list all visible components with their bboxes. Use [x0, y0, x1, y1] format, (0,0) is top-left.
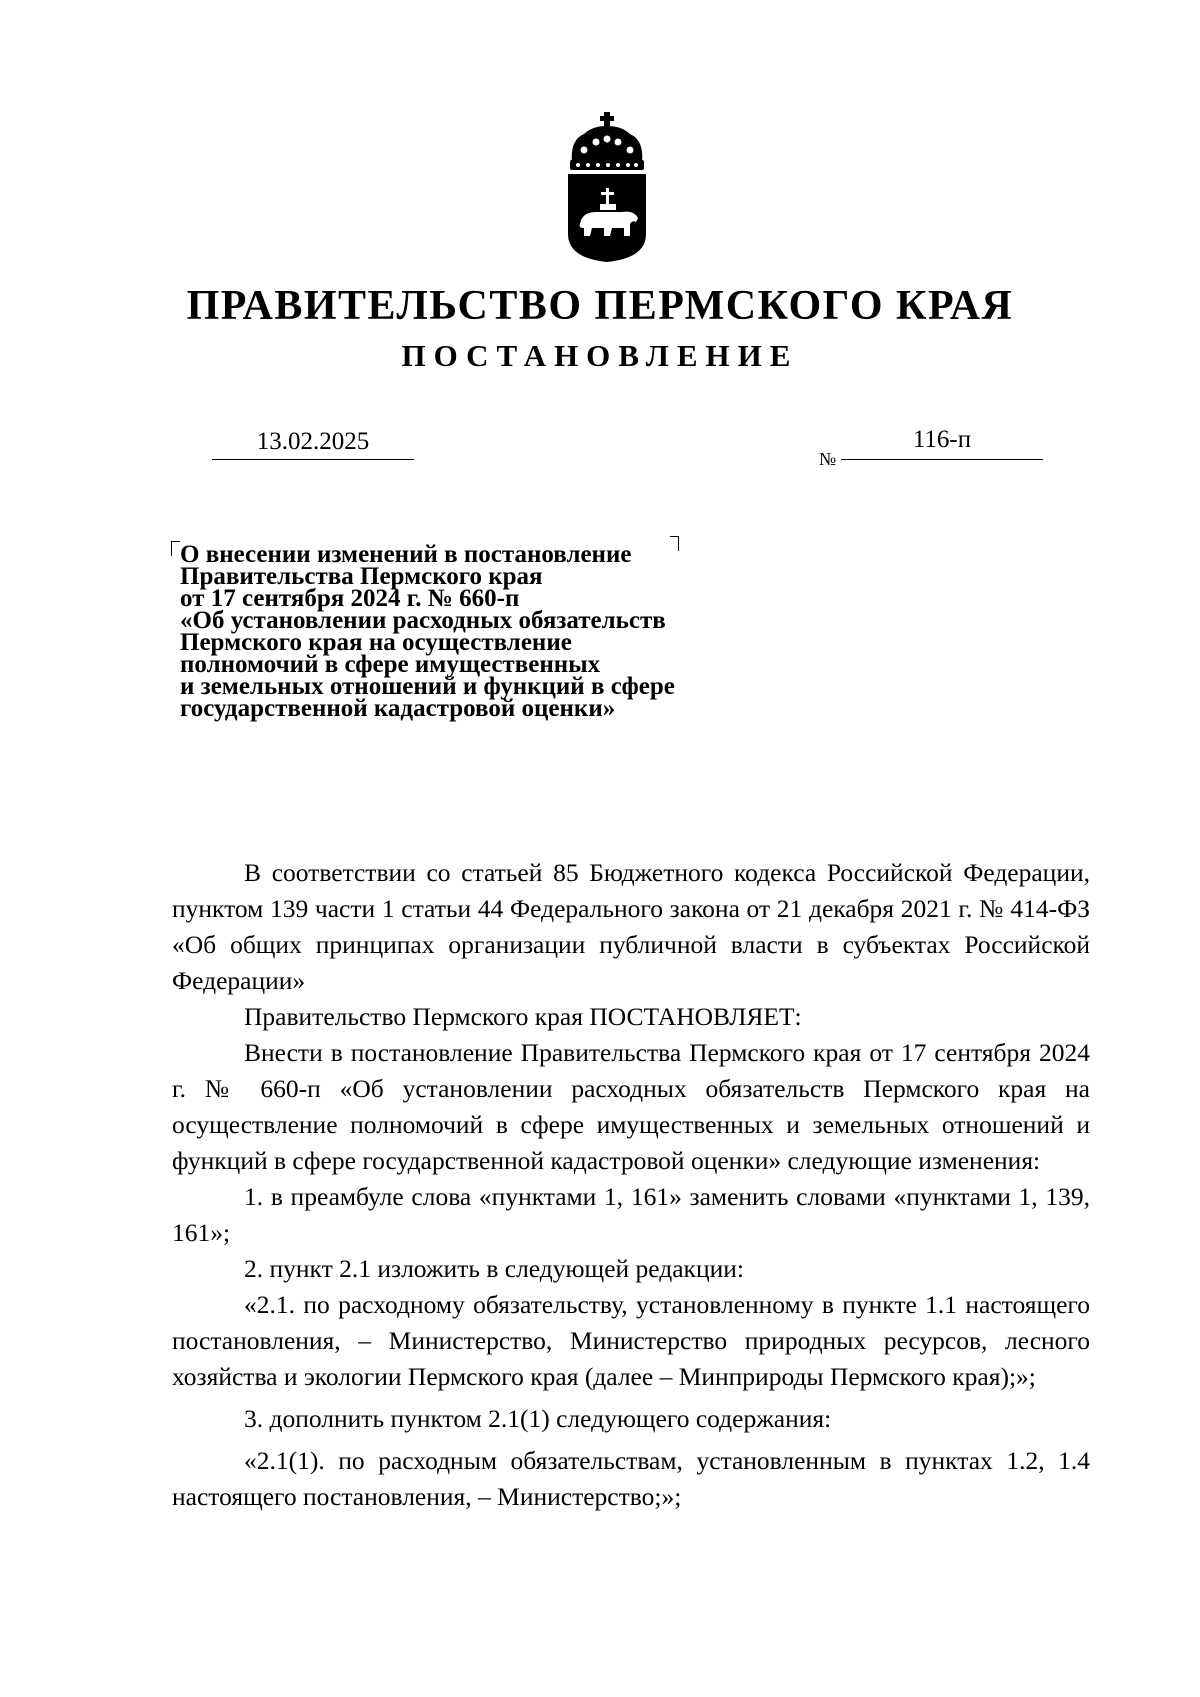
body-paragraph: «2.1. по расходному обязательству, установленному в пункте 1.1 настоящего постановления, – Министерство, Министерство природных ресурсов, лесного хозяйства и экологии Пермского края (далее – Минприроды Пермского края);»;: [172, 1290, 1090, 1391]
subject-line: полномочий в сфере имущественных: [180, 651, 601, 678]
subject-line: Правительства Пермского края: [180, 563, 543, 590]
document-body: [172, 855, 1090, 1515]
subject-bracket-left: [171, 541, 180, 556]
body-paragraph: 1. в преамбуле слова «пунктами 1, 161» заменить словами «пунктами 1, 139, 161»;: [172, 1182, 1090, 1247]
document-date: 13.02.2025: [212, 427, 414, 460]
body-paragraph: В соответствии со статьей 85 Бюджетного кодекса Российской Федерации, пунктом 139 части 1 статьи 44 Федерального закона от 21 декабря 2021 г. № 414-ФЗ «Об общих принципах организации публичной власти в субъектах Российской Федерации»: [172, 858, 1090, 995]
document-type: ПОСТАНОВЛЕНИЕ: [401, 338, 799, 373]
body-paragraph: «2.1(1). по расходным обязательствам, установленным в пунктах 1.2, 1.4 настоящего постановления, – Министерство;»;: [172, 1446, 1090, 1511]
body-paragraph: 2. пункт 2.1 изложить в следующей редакции:: [244, 1254, 744, 1283]
subject-line: «Об установлении расходных обязательств: [180, 607, 666, 634]
subject-line: от 17 сентября 2024 г. № 660-п: [180, 585, 520, 612]
number-sign: №: [819, 449, 837, 469]
coat-of-arms-icon: [562, 112, 652, 264]
body-paragraph: 3. дополнить пунктом 2.1(1) следующего содержания:: [244, 1404, 832, 1433]
document-number: 116-п: [841, 425, 1043, 460]
government-title: ПРАВИТЕЛЬСТВО ПЕРМСКОГО КРАЯ: [186, 283, 1014, 329]
subject-line: и земельных отношений и функций в сфере: [180, 673, 675, 700]
body-paragraph: Внести в постановление Правительства Пермского края от 17 сентября 2024 г. № 660-п «Об установлении расходных обязательств Пермского края на осуществление полномочий в сфере имущественных и земельных отношений и функций в сфере государственной кадастровой оценки» следующие изменения:: [172, 1038, 1090, 1175]
subject-line: О внесении изменений в постановление: [180, 541, 632, 568]
body-paragraph: Правительство Пермского края ПОСТАНОВЛЯЕТ:: [244, 1002, 802, 1031]
document-subject: [180, 541, 800, 722]
subject-line: государственной кадастровой оценки»: [180, 695, 616, 722]
subject-line: Пермского края на осуществление: [180, 629, 572, 656]
